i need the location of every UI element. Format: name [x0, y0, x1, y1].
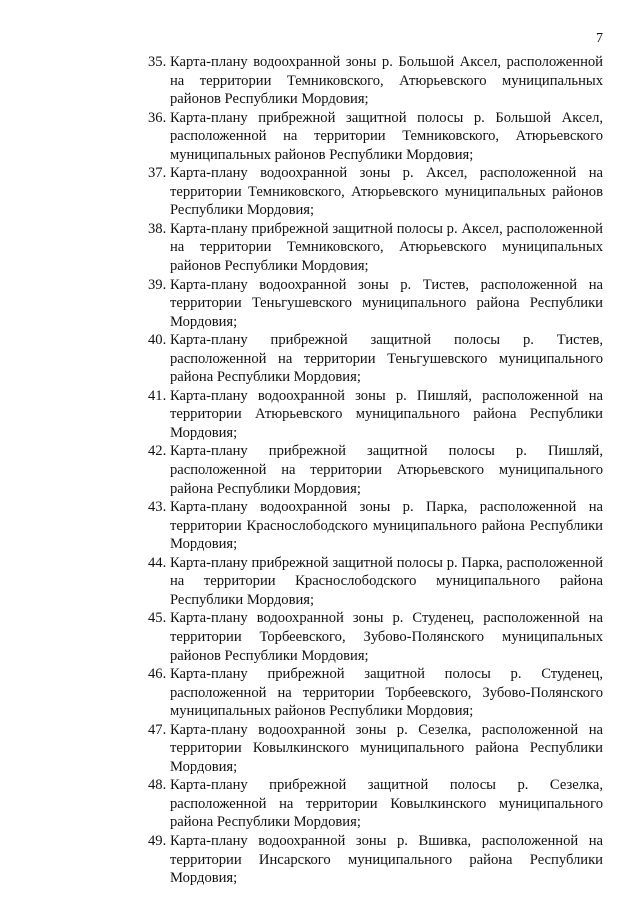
item-number: 39.: [148, 276, 167, 293]
item-text: Карта-плану водоохранной зоны р. Пишляй, расположенной на территории Атюрьевского муниципального района Республики Мордовия;: [170, 387, 603, 441]
item-number: 44.: [148, 554, 167, 571]
item-number: 47.: [148, 721, 167, 738]
list-item: [148, 442, 603, 498]
item-number: 40.: [148, 332, 167, 349]
item-number: 42.: [148, 443, 167, 460]
list-item: [148, 721, 603, 777]
item-text: Карта-плану прибрежной защитной полосы р. Парка, расположенной на территории Краснослободского муниципального района Республики Мордовия;: [170, 554, 603, 608]
list-item: [148, 609, 603, 665]
item-text: Карта-плану прибрежной защитной полосы р. Пишляй, расположенной на территории Атюрьевского муниципального района Республики Мордовия;: [170, 443, 603, 497]
item-number: 46.: [148, 666, 167, 683]
item-number: 41.: [148, 387, 167, 404]
item-text: Карта-плану прибрежной защитной полосы р. Тистев, расположенной на территории Теньгушевского муниципального района Республики Мордовия;: [170, 332, 603, 386]
list-item: [148, 276, 603, 332]
map-plan-list: [148, 53, 603, 888]
item-text: Карта-плану водоохранной зоны р. Сезелка, расположенной на территории Ковылкинского муниципального района Республики Мордовия;: [170, 721, 603, 775]
page-number: 7: [596, 31, 603, 46]
item-number: 45.: [148, 610, 167, 627]
list-item: [148, 498, 603, 554]
item-number: 38.: [148, 220, 167, 237]
item-number: 49.: [148, 832, 167, 849]
item-text: Карта-плану прибрежной защитной полосы р. Сезелка, расположенной на территории Ковылкинского муниципального района Республики Мордовия;: [170, 777, 603, 831]
list-item: [148, 554, 603, 610]
list-item: [148, 776, 603, 832]
list-item: [148, 331, 603, 387]
item-number: 43.: [148, 499, 167, 516]
list-item: [148, 164, 603, 220]
item-text: Карта-плану водоохранной зоны р. Парка, расположенной на территории Краснослободского муниципального района Республики Мордовия;: [170, 499, 603, 553]
item-text: Карта-плану прибрежной защитной полосы р. Большой Аксел, расположенной на территории Темниковского, Атюрьевского муниципальных районов Республики Мордовия;: [170, 109, 603, 163]
list-item: [148, 832, 603, 888]
list-item: [148, 387, 603, 443]
item-text: Карта-плану водоохранной зоны р. Вшивка, расположенной на территории Инсарского муниципального района Республики Мордовия;: [170, 832, 603, 887]
list-item: [148, 53, 603, 109]
item-text: Карта-плану прибрежной защитной полосы р. Студенец, расположенной на территории Торбеевского, Зубово-Полянского муниципальных районов Республики Мордовия;: [170, 666, 603, 720]
item-text: Карта-плану водоохранной зоны р. Студенец, расположенной на территории Торбеевского, Зубово-Полянского муниципальных районов Республики Мордовия;: [170, 610, 603, 664]
list-item: [148, 665, 603, 721]
item-text: Карта-плану водоохранной зоны р. Аксел, расположенной на территории Темниковского, Атюрьевского муниципальных районов Республики Мордовия;: [170, 165, 603, 219]
item-number: 35.: [148, 54, 167, 70]
item-text: Карта-плану водоохранной зоны р. Большой Аксел, расположенной на территории Темниковского, Атюрьевского муниципальных районов Республики Мордовия;: [170, 54, 603, 108]
list-item: [148, 109, 603, 165]
item-number: 37.: [148, 165, 167, 182]
item-text: Карта-плану прибрежной защитной полосы р. Аксел, расположенной на территории Темниковского, Атюрьевского муниципальных районов Республики Мордовия;: [170, 220, 603, 275]
item-number: 48.: [148, 777, 167, 794]
item-text: Карта-плану водоохранной зоны р. Тистев, расположенной на территории Теньгушевского муниципального района Республики Мордовия;: [170, 276, 603, 330]
list-item: [148, 220, 603, 276]
item-number: 36.: [148, 109, 167, 126]
